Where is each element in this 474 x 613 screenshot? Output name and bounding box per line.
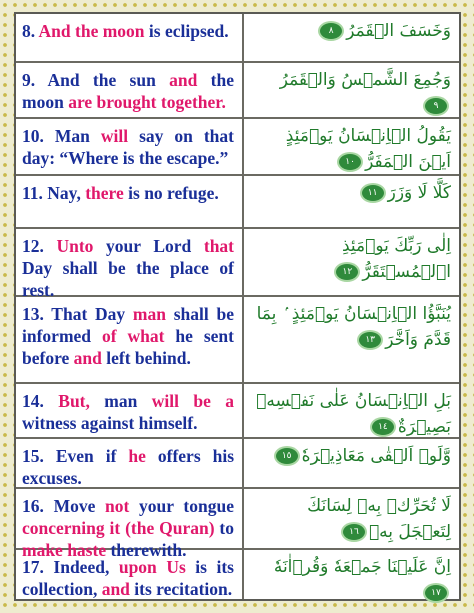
highlighted-word: But, (58, 391, 90, 411)
verse-row (16, 14, 459, 63)
verse-row (16, 384, 459, 439)
translation-text: 15. Even if (22, 446, 129, 466)
english-translation (16, 63, 244, 117)
highlighted-word: that (203, 236, 235, 256)
verse-row (16, 550, 459, 599)
arabic-verse (246, 439, 459, 487)
translation-text: shall be informed (22, 304, 234, 346)
arabic-text: يَقُولُ الۡاِنۡسَانُ يَوۡمَئِذٍ اَيۡنَ الۡمَفَرُّ (285, 126, 451, 172)
ayah-number-marker: ١٠ (339, 154, 361, 170)
arabic-verse (246, 297, 459, 382)
english-translation (16, 550, 244, 599)
arabic-text: اِنَّ عَلَيۡنَا جَمۡعَهٗ وَقُرۡاٰنَهٗ (273, 557, 451, 577)
arabic-text: يُنَبَّؤُا الۡاِنۡسَانُ يَوۡمَئِذٍ ۢ بِمَا قَدَّمَ وَاَخَّرَ (256, 304, 451, 350)
arabic-verse (246, 489, 459, 548)
highlighted-word: he (128, 446, 146, 466)
verse-row (16, 63, 459, 119)
english-translation (16, 297, 244, 382)
translation-text: witness against himself. (22, 413, 198, 433)
english-translation (16, 439, 244, 487)
highlighted-word: Unto (56, 236, 94, 256)
highlighted-word: man (132, 304, 166, 324)
verse-row (16, 489, 459, 560)
ayah-number-marker: ١٥ (276, 448, 298, 464)
translation-text: Day shall be the place of rest. (22, 258, 234, 300)
arabic-text: وَخَسَفَ الۡقَمَرُ (346, 21, 451, 41)
translation-text: offers his excuses. (22, 446, 234, 488)
verse-table (14, 12, 461, 601)
highlighted-word: will be a (151, 391, 235, 411)
highlighted-word: and (73, 348, 102, 368)
translation-text: 14. (22, 391, 59, 411)
translation-text: 10. Man (22, 126, 101, 146)
verse-row (16, 176, 459, 229)
translation-text: left behind. (101, 348, 191, 368)
translation-text: is eclipsed. (144, 21, 229, 41)
highlighted-word: will (100, 126, 129, 146)
translation-text: 9. And the sun (22, 70, 170, 90)
english-translation (16, 176, 244, 227)
arabic-verse (246, 176, 459, 227)
arabic-text: بَلِ الۡاِنۡسَانُ عَلٰى نَفۡسِهٖ بَصِيۡرَةٌ (256, 391, 451, 437)
highlighted-word: there (85, 183, 124, 203)
arabic-verse (246, 14, 459, 61)
translation-text: 8. (22, 21, 39, 41)
translation-text: its recitation. (129, 579, 233, 599)
ayah-number-marker: ١٢ (336, 264, 358, 280)
ayah-number-marker: ١٦ (343, 524, 365, 540)
highlighted-word: and (101, 579, 130, 599)
arabic-text: وَجُمِعَ الشَّمۡسُ وَالۡقَمَرُ (279, 70, 451, 90)
arabic-text: وَّلَوۡ اَلۡقٰى مَعَاذِيۡرَهٗ (301, 446, 451, 466)
translation-text: 13. That Day (22, 304, 133, 324)
ayah-number-marker: ١١ (362, 185, 384, 201)
arabic-text: لَا تُحَرِّكۡ بِهٖ لِسَانَكَ لِتَعۡجَلَ بِهٖ (307, 496, 451, 542)
translation-text: 17. Indeed, (22, 557, 119, 577)
arabic-text: اِلٰى رَبِّكَ يَوۡمَئِذِ اۨلۡمُسۡتَقَرُّ (341, 236, 451, 282)
verse-row (16, 119, 459, 176)
arabic-verse (246, 119, 459, 174)
translation-text: man (89, 391, 152, 411)
highlighted-word: upon Us (118, 557, 186, 577)
verse-row (16, 229, 459, 300)
translation-text: 16. Move (22, 496, 106, 516)
verse-row (16, 297, 459, 384)
highlighted-word: not (105, 496, 130, 516)
ayah-number-marker: ١٣ (359, 332, 381, 348)
verse-row (16, 439, 459, 489)
highlighted-word: make haste (22, 540, 107, 560)
english-translation (16, 384, 244, 437)
translation-text: therewith. (106, 540, 187, 560)
arabic-verse (246, 550, 459, 599)
arabic-verse (246, 229, 459, 295)
english-translation (16, 119, 244, 174)
translation-text: 11. Nay, (22, 183, 86, 203)
ayah-number-marker: ١٧ (425, 585, 447, 601)
highlighted-word: of what (101, 326, 165, 346)
translation-text: is no refuge. (123, 183, 219, 203)
translation-text: the moon (22, 70, 235, 112)
ayah-number-marker: ١٤ (372, 419, 394, 435)
highlighted-word: and (169, 70, 198, 90)
translation-text: 12. (22, 236, 57, 256)
english-translation (16, 14, 244, 61)
english-translation (16, 229, 244, 300)
translation-text: is its collection, (22, 557, 234, 599)
translation-text: he sent before (22, 326, 234, 368)
highlighted-word: are brought together. (68, 92, 226, 112)
highlighted-word: concerning it (22, 518, 121, 538)
ayah-number-marker: ٨ (320, 23, 342, 39)
translation-text: to (214, 518, 235, 538)
arabic-text: كَلَّا لَا وَزَرَ (387, 183, 451, 203)
translation-text: your tongue (129, 496, 234, 516)
highlighted-word: And the moon (38, 21, 145, 41)
translation-text: say on that day: “Where is the escape.” (22, 126, 234, 168)
ayah-number-marker: ٩ (425, 98, 447, 114)
translation-text: your Lord (93, 236, 204, 256)
highlighted-word: (the Quran) (120, 518, 215, 538)
arabic-verse (246, 63, 459, 117)
english-translation (16, 489, 244, 560)
arabic-verse (246, 384, 459, 437)
